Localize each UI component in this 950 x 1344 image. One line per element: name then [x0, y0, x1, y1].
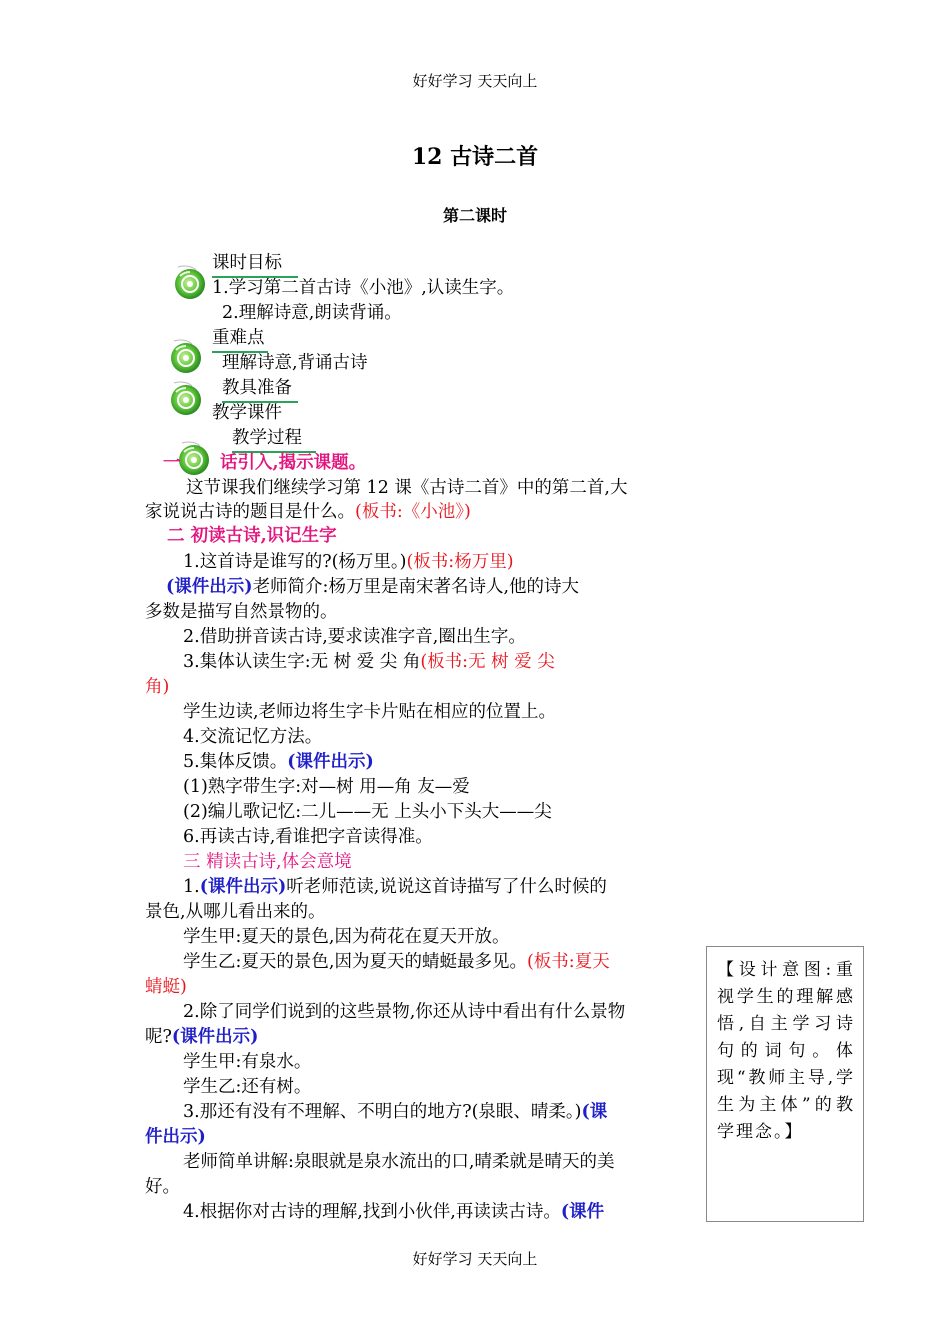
step-1-number: 一: [163, 453, 181, 473]
student-answer: 学生乙:夏天的景色,因为夏天的蜻蜓最多见。: [183, 952, 527, 972]
paragraph-line: 景色,从哪儿看出来的。: [145, 902, 326, 922]
paragraph-line: 3.那还有没有不理解、不明白的地方?(泉眼、晴柔。): [183, 1102, 582, 1122]
board-note: (板书:夏天: [526, 952, 610, 972]
board-note: (板书:无 树 爱 尖: [420, 652, 555, 672]
section-materials: 教具准备: [222, 376, 298, 403]
board-note: 蜻蜓): [145, 977, 187, 997]
step-2-title: 二 初读古诗,识记生字: [167, 526, 337, 546]
materials-text: 教学课件: [212, 403, 282, 423]
question-1: 1.这首诗是谁写的?(杨万里。): [183, 552, 407, 572]
board-note: (板书:《小池》): [355, 502, 471, 522]
courseware-tag: (课件出示): [199, 877, 287, 897]
section-goals: 课时目标: [212, 251, 298, 278]
question-5: 5.集体反馈。: [183, 752, 288, 772]
paragraph-line: 这节课我们继续学习第 12 课《古诗二首》中的第二首,大: [186, 478, 628, 498]
courseware-tag: (课件出示): [171, 1027, 259, 1047]
paragraph-line: 老师简介:杨万里是南宋著名诗人,他的诗大: [252, 577, 580, 597]
courseware-tag: (课件出示): [166, 577, 253, 597]
student-answer: 学生甲:有泉水。: [183, 1052, 312, 1072]
page-footer: 好好学习 天天向上: [412, 1250, 538, 1268]
paragraph-line: 多数是描写自然景物的。: [145, 602, 338, 622]
question-number: 1.: [183, 877, 200, 897]
paragraph-line: 学生边读,老师边将生字卡片贴在相应的位置上。: [183, 702, 557, 722]
design-note-text: 【设计意图:重视学生的理解感悟,自主学习诗句的词句。体现“教师主导,学生为主体”的教学理念。】: [717, 960, 855, 1142]
paragraph-line: 老师简单讲解:泉眼就是泉水流出的口,晴柔就是晴天的美: [183, 1152, 615, 1172]
board-note: 角): [145, 677, 170, 697]
leaf-bullet-icon: [168, 338, 204, 374]
lesson-subtitle: 第二课时: [442, 206, 507, 225]
step-1-title: 话引入,揭示课题。: [220, 453, 367, 473]
question-3: 3.集体认读生字:无 树 爱 尖 角: [183, 652, 421, 672]
goal-item: 2.理解诗意,朗读背诵。: [222, 303, 402, 323]
courseware-tag: (课件: [560, 1202, 605, 1222]
paragraph-line: 4.根据你对古诗的理解,找到小伙伴,再读读古诗。: [183, 1202, 561, 1222]
leaf-bullet-icon: [176, 440, 212, 476]
paragraph-line: 家说说古诗的题目是什么。: [145, 502, 355, 522]
paragraph-line: 呢?: [145, 1027, 172, 1047]
paragraph-line: 2.除了同学们说到的这些景物,你还从诗中看出有什么景物: [183, 1002, 626, 1022]
student-answer: 学生乙:还有树。: [183, 1077, 312, 1097]
lesson-title: 12 古诗二首: [411, 144, 539, 170]
courseware-tag: (课: [581, 1102, 608, 1122]
list-item: (1)熟字带生字:对—树 用—角 友—爱: [183, 777, 470, 797]
courseware-tag: (课件出示): [287, 752, 374, 772]
student-answer: 学生甲:夏天的景色,因为荷花在夏天开放。: [183, 927, 510, 947]
question-2: 2.借助拼音读古诗,要求读准字音,圈出生字。: [183, 627, 526, 647]
list-item: (2)编儿歌记忆:二儿——无 上头小下头大——尖: [183, 802, 552, 822]
section-process: 教学过程: [232, 426, 316, 453]
leaf-bullet-icon: [168, 380, 204, 416]
goal-item: 1.学习第二首古诗《小池》,认读生字。: [212, 278, 515, 298]
question-4: 4.交流记忆方法。: [183, 727, 323, 747]
difficulty-text: 理解诗意,背诵古诗: [222, 353, 368, 373]
paragraph-line: 听老师范读,说说这首诗描写了什么时候的: [286, 877, 607, 897]
leaf-bullet-icon: [172, 264, 208, 300]
design-note-box: [706, 946, 864, 1222]
board-note: (板书:杨万里): [406, 552, 514, 572]
courseware-tag: 件出示): [145, 1127, 206, 1147]
question-6: 6.再读古诗,看谁把字音读得准。: [183, 827, 433, 847]
page-header: 好好学习 天天向上: [412, 72, 538, 90]
step-3-title: 三 精读古诗,体会意境: [183, 852, 352, 872]
section-difficulty: 重难点: [212, 326, 268, 353]
paragraph-line: 好。: [145, 1177, 180, 1197]
